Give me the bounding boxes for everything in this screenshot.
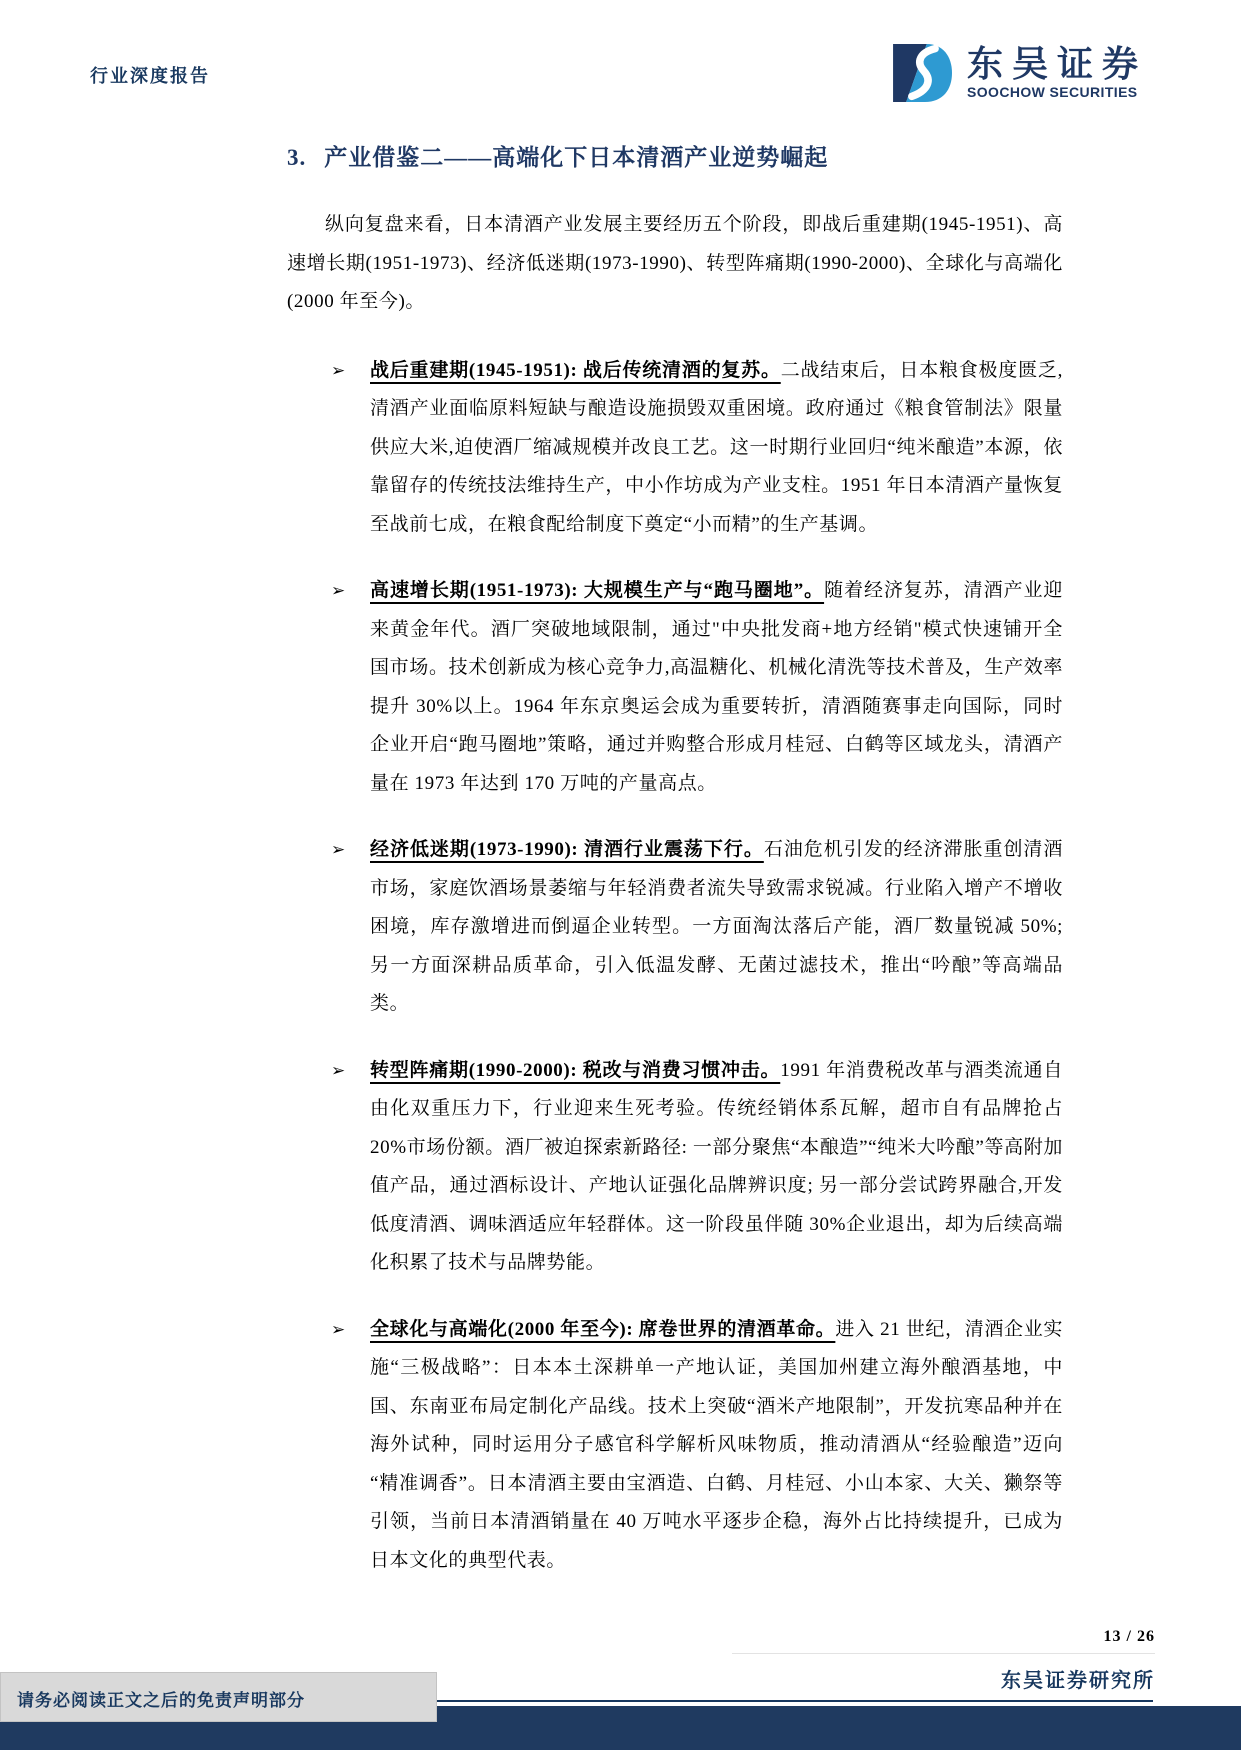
bullet-body: 进入 21 世纪，清酒企业实施“三极战略”：日本本土深耕单一产地认证，美国加州建立海外酿酒基地，中国、东南亚布局定制化产品线。技术上突破“酒米产地限制”，开发抗寒品种并在海外试种，同时运用分子感官科学解析风味物质，推动清酒从“经验酿造”迈向“精准调香”。日本清酒主要由宝酒造、白鹤、月桂冠、小山本家、大关、獭祭等引领，当前日本清酒销量在 40 万吨水平逐步企稳，海外占比持续提升，已成为日本文化的典型代表。 [370,1318,1063,1571]
bullet-lead: 经济低迷期(1973-1990): 清酒行业震荡下行。 [370,839,764,860]
bullet-body: 1991 年消费税改革与酒类流通自由化双重压力下，行业迎来生死考验。传统经销体系瓦解，超市自有品牌抢占 20%市场份额。酒厂被迫探索新路径: 一部分聚焦“本酿造”“纯米大吟酿”等高附加值产品，通过酒标设计、产地认证强化品牌辨识度; 另一部分尝试跨界融合,开发低度清酒、调味酒适应年轻群体。这一阶段虽伴随 30%企业退出，却为后续高端化积累了技术与品牌势能。 [370,1059,1064,1273]
bullet-lead: 高速增长期(1951-1973): 大规模生产与“跑马圈地”。 [370,580,825,601]
bullet-body: 石油危机引发的经济滞胀重创清酒市场，家庭饮酒场景萎缩与年轻消费者流失导致需求锐减。行业陷入增产不增收困境，库存激增进而倒逼企业转型。一方面淘汰落后产能，酒厂数量锐减 50%; 另一方面深耕品质革命，引入低温发酵、无菌过滤技术，推出“吟酿”等高端品类。 [370,839,1063,1014]
bullet-body: 二战结束后，日本粮食极度匮乏,清酒产业面临原料短缺与酿造设施损毁双重困境。政府通过《粮食管制法》限量供应大米,迫使酒厂缩减规模并改良工艺。这一时期行业回归“纯米酿造”本源，依靠留存的传统技法维持生产，中小作坊成为产业支柱。1951 年日本清酒产量恢复至战前七成，在粮食配给制度下奠定“小而精”的生产基调。 [370,359,1063,535]
section-number: 3. [287,145,307,170]
bullet-arrow-icon: ➢ [331,1060,346,1080]
intro-paragraph: 纵向复盘来看，日本清酒产业发展主要经历五个阶段，即战后重建期(1945-1951)、高速增长期(1951-1973)、经济低迷期(1973-1990)、转型阵痛期(1990-2000)、全球化与高端化(2000 年至今)。 [287,214,1063,312]
bullet-item [287,572,1063,803]
brand-name-en: SOOCHOW SECURITIES [967,84,1138,100]
page-number: 13 / 26 [1103,1628,1155,1645]
footer-top-rule [732,1653,1155,1654]
bullet-arrow-icon: ➢ [331,840,346,859]
bullet-item [287,1311,1063,1581]
soochow-logo [893,44,1147,102]
bullet-lead: 转型阵痛期(1990-2000): 税改与消费习惯冲击。 [370,1059,781,1081]
disclaimer-label: 请务必阅读正文之后的免责声明部分 [17,1691,305,1710]
bullet-lead: 全球化与高端化(2000 年至今): 席卷世界的清酒革命。 [370,1318,836,1340]
footer-rule [437,1700,1153,1702]
main-content [287,142,1063,1608]
bullet-arrow-icon: ➢ [331,581,346,600]
bullet-arrow-icon: ➢ [331,360,346,380]
bullet-list [287,352,1063,1581]
bullet-arrow-icon: ➢ [331,1319,346,1339]
report-type-label: 行业深度报告 [90,66,210,86]
soochow-logo-icon [893,44,953,102]
bullet-lead: 战后重建期(1945-1951): 战后传统清酒的复苏。 [370,359,781,381]
bullet-item [287,352,1063,545]
disclaimer-box [0,1672,437,1722]
brand-name-cn: 东吴证券 [967,44,1148,84]
section-heading [287,142,1063,174]
section-title: 产业借鉴二——高端化下日本清酒产业逆势崛起 [324,145,829,170]
bullet-item [287,1052,1063,1283]
bullet-item [287,831,1063,1024]
research-institute-label: 东吴证券研究所 [1001,1670,1155,1692]
brand-text [967,44,1147,100]
bullet-body: 随着经济复苏，清酒产业迎来黄金年代。酒厂突破地域限制，通过"中央批发商+地方经销"模式快速铺开全国市场。技术创新成为核心竞争力,高温糖化、机械化清洗等技术普及，生产效率提升 30%以上。1964 年东京奥运会成为重要转折，清酒随赛事走向国际，同时企业开启“跑马圈地”策略，通过并购整合形成月桂冠、白鹤等区域龙头，清酒产量在 1973 年达到 170 万吨的产量高点。 [370,580,1063,794]
